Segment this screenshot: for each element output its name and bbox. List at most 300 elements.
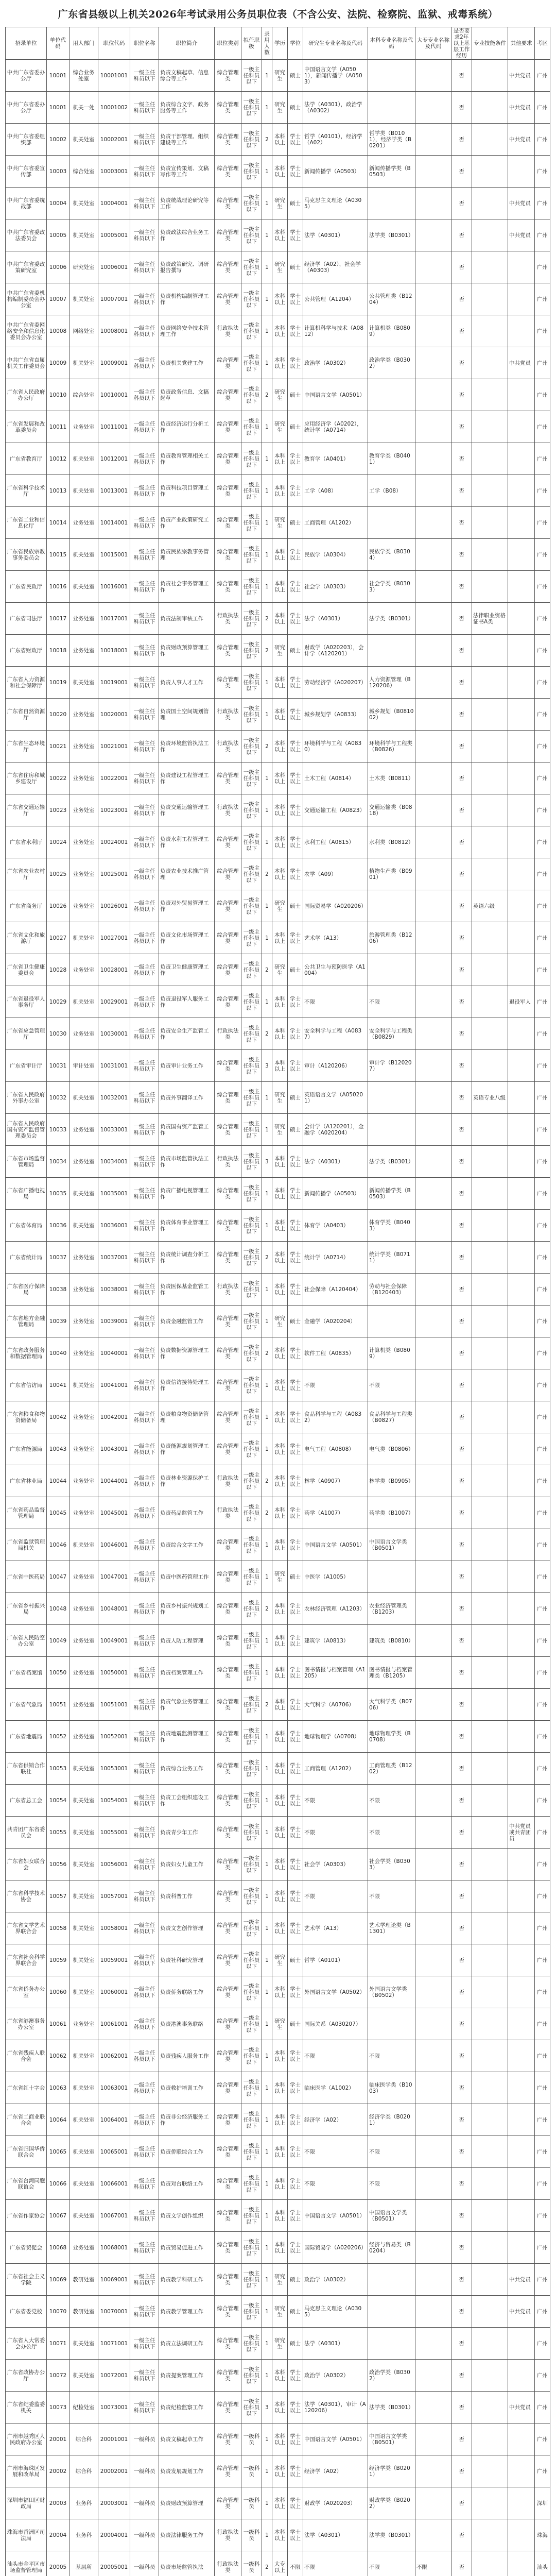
table-cell — [508, 1880, 535, 1912]
table-cell: 广东省妇女联合会 — [6, 1849, 47, 1880]
table-cell: 中共党员 — [508, 60, 535, 92]
table-cell: 一级主任科员以下 — [241, 2296, 262, 2328]
table-cell: 计算机类（B0809） — [368, 1337, 415, 1369]
table-cell: 负责财政预算管理工作 — [159, 635, 215, 667]
table-cell: 机关处室 — [70, 2328, 98, 2360]
table-row — [6, 1337, 550, 1369]
table-cell: 负责科技项目管理工作 — [159, 475, 215, 507]
table-cell: 负责干部管理、组织建设等工作 — [159, 124, 215, 156]
table-cell: 综合管理类 — [215, 667, 241, 699]
table-cell: 一级主任科员以下 — [241, 1817, 262, 1849]
table-row — [6, 794, 550, 826]
table-cell: 负责市场监管执法工作 — [159, 1146, 215, 1178]
table-cell: 10034 — [47, 1146, 70, 1178]
table-cell: 10038 — [47, 1274, 70, 1306]
table-cell — [472, 1529, 508, 1561]
table-cell: 马克思主义理论（A0305） — [303, 2296, 368, 2328]
table-row — [6, 1497, 550, 1529]
table-cell: 10002 — [47, 124, 70, 156]
table-cell: 广东省林业局 — [6, 1465, 47, 1497]
table-cell — [472, 92, 508, 124]
table-cell: 10014001 — [98, 507, 130, 539]
table-row — [6, 667, 550, 699]
table-cell: 本科以上 — [272, 219, 288, 251]
table-cell — [508, 826, 535, 858]
table-cell — [508, 2232, 535, 2264]
table-cell: 本科以上 — [272, 156, 288, 188]
table-cell: 一级主任科员以下 — [130, 2040, 159, 2072]
table-cell: 广东省应急管理厅 — [6, 1018, 47, 1050]
table-cell: 10068001 — [98, 2232, 130, 2264]
table-cell: 机关处室 — [70, 1369, 98, 1401]
table-cell: 广州 — [535, 507, 550, 539]
table-cell: 10042 — [47, 1401, 70, 1433]
table-cell — [415, 1657, 451, 1689]
table-cell — [415, 2424, 451, 2455]
table-cell: 硕士 — [288, 1114, 303, 1146]
table-cell: 中共党员 — [508, 2264, 535, 2296]
table-cell: 广东省人民防空办公室 — [6, 1625, 47, 1657]
table-cell: 10035001 — [98, 1178, 130, 1210]
table-cell: 10013 — [47, 475, 70, 507]
table-cell: 否 — [451, 379, 472, 411]
table-cell: 负责人事人才工作 — [159, 667, 215, 699]
table-cell: 10044001 — [98, 1465, 130, 1497]
table-row — [6, 443, 550, 475]
table-cell: 研究生 — [272, 379, 288, 411]
table-cell: 本科以上 — [272, 1689, 288, 1721]
table-cell — [508, 2136, 535, 2168]
table-cell: 法学（A0301），政治学（A0302） — [303, 92, 368, 124]
table-cell: 学士以上 — [288, 1689, 303, 1721]
table-cell: 负责发展规划工作 — [159, 2455, 215, 2487]
table-cell: 一级主任科员以下 — [241, 1497, 262, 1529]
table-cell: 综合管理类 — [215, 251, 241, 283]
table-cell — [472, 858, 508, 890]
table-cell: 一级科员 — [241, 2519, 262, 2551]
table-cell: 10019 — [47, 667, 70, 699]
table-cell: 一级主任科员以下 — [130, 2168, 159, 2200]
table-cell: 1 — [262, 2168, 272, 2200]
table-cell: 10001001 — [98, 60, 130, 92]
table-row — [6, 1849, 550, 1880]
table-cell: 否 — [451, 1369, 472, 1401]
table-row — [6, 1657, 550, 1689]
table-cell — [368, 1114, 415, 1146]
column-header: 本科专业名称及代码 — [368, 27, 415, 60]
table-cell — [472, 2232, 508, 2264]
table-cell — [472, 1817, 508, 1849]
table-row — [6, 2104, 550, 2136]
table-cell: 1 — [262, 475, 272, 507]
table-cell: 10032 — [47, 1082, 70, 1114]
table-cell: 10056001 — [98, 1849, 130, 1880]
table-cell: 负责法律服务工作 — [159, 2519, 215, 2551]
table-cell — [472, 1593, 508, 1625]
column-header: 录用人数 — [262, 27, 272, 60]
table-cell: 公共管理类（B1204） — [368, 283, 415, 315]
table-cell: 10022001 — [98, 762, 130, 794]
table-cell: 一级主任科员以下 — [130, 1401, 159, 1433]
table-cell: 1 — [262, 699, 272, 731]
table-cell: 否 — [451, 571, 472, 603]
table-cell: 负责财政预算管理 — [159, 2487, 215, 2519]
table-row — [6, 507, 550, 539]
table-cell: 10055001 — [98, 1817, 130, 1849]
table-cell: 机关处室 — [70, 1210, 98, 1242]
table-cell — [508, 2008, 535, 2040]
table-cell: 本科以上 — [272, 1337, 288, 1369]
table-cell: 行政执法类 — [215, 2551, 241, 2576]
table-cell: 机关处室 — [70, 347, 98, 379]
table-cell: 机关处室 — [70, 1753, 98, 1785]
table-cell: 一级主任科员以下 — [130, 1817, 159, 1849]
table-cell: 业务科 — [70, 2519, 98, 2551]
table-cell: 综合业务处室 — [70, 60, 98, 92]
table-cell: 10044 — [47, 1465, 70, 1497]
table-cell — [415, 1785, 451, 1817]
table-cell: 建筑类（B0810） — [368, 1625, 415, 1657]
column-header: 单位代码 — [47, 27, 70, 60]
table-cell: 否 — [451, 1082, 472, 1114]
table-cell: 不限 — [368, 2551, 415, 2576]
table-cell: 一级主任科员以下 — [130, 1178, 159, 1210]
table-cell: 硕士 — [288, 2264, 303, 2296]
table-cell: 综合管理类 — [215, 826, 241, 858]
table-cell — [472, 507, 508, 539]
table-cell: 学士以上 — [288, 1753, 303, 1785]
table-cell: 10059001 — [98, 1944, 130, 1976]
table-cell — [415, 1817, 451, 1849]
table-row — [6, 219, 550, 251]
table-cell: 哲学（A0101），经济学（A02） — [303, 124, 368, 156]
table-cell — [415, 1944, 451, 1976]
table-cell: 一级主任科员以下 — [130, 794, 159, 826]
table-cell: 英语专业八级 — [472, 1082, 508, 1114]
table-cell: 10014 — [47, 507, 70, 539]
table-cell — [415, 219, 451, 251]
table-cell: 一级主任科员以下 — [130, 1433, 159, 1465]
table-cell: 负责信访接待处理工作 — [159, 1369, 215, 1401]
table-row — [6, 2551, 550, 2576]
table-cell: 地球物理学（A0708） — [303, 1721, 368, 1753]
table-cell: 一级主任科员以下 — [241, 2040, 262, 2072]
table-cell: 一级主任科员以下 — [241, 251, 262, 283]
table-cell: 艺术学理论类（B1301） — [368, 1912, 415, 1944]
table-cell — [472, 1178, 508, 1210]
table-cell: 学士以上 — [288, 2200, 303, 2232]
table-cell — [368, 411, 415, 443]
table-cell: 本科以上 — [272, 2168, 288, 2200]
table-cell: 本科以上 — [272, 667, 288, 699]
table-cell: 综合管理类 — [215, 1721, 241, 1753]
table-cell: 10016 — [47, 571, 70, 603]
table-cell: 广州 — [535, 443, 550, 475]
table-cell: 否 — [451, 2487, 472, 2519]
table-cell: 负责贸易促进工作 — [159, 2232, 215, 2264]
table-cell: 1 — [262, 2104, 272, 2136]
table-cell: 综合管理类 — [215, 1401, 241, 1433]
table-cell — [415, 1337, 451, 1369]
table-cell: 学士以上 — [288, 826, 303, 858]
table-cell: 法学（A0301） — [303, 1146, 368, 1178]
table-row — [6, 2328, 550, 2360]
table-cell: 负责纪检监察工作 — [159, 2392, 215, 2424]
table-cell: 计算机类（B0809） — [368, 315, 415, 347]
table-cell: 否 — [451, 1689, 472, 1721]
table-cell: 广州 — [535, 1912, 550, 1944]
table-row — [6, 251, 550, 283]
table-cell: 1 — [262, 411, 272, 443]
table-cell: 业务处室 — [70, 603, 98, 635]
table-cell: 10065 — [47, 2136, 70, 2168]
table-cell: 业务处室 — [70, 1146, 98, 1178]
table-cell: 综合管理类 — [215, 1561, 241, 1593]
table-cell: 综合管理类 — [215, 539, 241, 571]
table-cell: 综合管理类 — [215, 954, 241, 986]
table-cell: 否 — [451, 1721, 472, 1753]
table-cell: 一级主任科员以下 — [130, 890, 159, 922]
table-cell: 20004 — [47, 2519, 70, 2551]
table-cell: 业务处室 — [70, 411, 98, 443]
table-cell: 业务处室 — [70, 954, 98, 986]
table-cell: 教育学类（B0401） — [368, 443, 415, 475]
table-cell: 广东省审计厅 — [6, 1050, 47, 1082]
table-cell: 广州 — [535, 251, 550, 283]
table-cell: 10023 — [47, 794, 70, 826]
table-cell: 机关处室 — [70, 1849, 98, 1880]
table-cell — [508, 635, 535, 667]
table-cell: 综合管理类 — [215, 2328, 241, 2360]
table-row — [6, 1880, 550, 1912]
table-cell: 综合管理类 — [215, 2296, 241, 2328]
table-cell: 一级主任科员以下 — [130, 2136, 159, 2168]
table-row — [6, 475, 550, 507]
table-cell: 10029 — [47, 986, 70, 1018]
table-cell: 研究生 — [272, 2008, 288, 2040]
table-cell — [508, 1657, 535, 1689]
table-cell: 一级主任科员以下 — [130, 1210, 159, 1242]
table-cell: 广东省能源局 — [6, 1433, 47, 1465]
table-cell — [415, 667, 451, 699]
table-cell: 2 — [262, 635, 272, 667]
table-cell: 广东省卫生健康委员会 — [6, 954, 47, 986]
table-cell — [508, 667, 535, 699]
table-cell: 10046001 — [98, 1529, 130, 1561]
table-row — [6, 1114, 550, 1146]
table-cell: 1 — [262, 826, 272, 858]
table-cell: 1 — [262, 2487, 272, 2519]
table-cell: 法学类（B0301） — [368, 603, 415, 635]
table-cell: 10058 — [47, 1912, 70, 1944]
table-cell: 3 — [262, 1050, 272, 1082]
table-cell: 负责粮食物资储备管理 — [159, 1401, 215, 1433]
table-cell: 林学类（B0905） — [368, 1465, 415, 1497]
table-cell — [472, 1210, 508, 1242]
table-cell: 10060001 — [98, 1976, 130, 2008]
table-cell: 本科以上 — [272, 1178, 288, 1210]
table-cell: 一级主任科员以下 — [241, 1721, 262, 1753]
table-cell: 一级主任科员以下 — [241, 571, 262, 603]
table-cell: 政治学类（B0302） — [368, 2360, 415, 2392]
table-cell: 综合管理类 — [215, 2200, 241, 2232]
table-cell: 广州 — [535, 1050, 550, 1082]
table-cell: 农学（A09） — [303, 858, 368, 890]
table-cell: 10048001 — [98, 1593, 130, 1625]
table-cell: 综合管理类 — [215, 2072, 241, 2104]
table-cell: 10070 — [47, 2296, 70, 2328]
table-cell: 民族学（A0304） — [303, 539, 368, 571]
table-cell: 统计学类（B0711） — [368, 1242, 415, 1274]
column-header: 招录单位 — [6, 27, 47, 60]
table-row — [6, 1018, 550, 1050]
table-cell — [508, 731, 535, 762]
table-cell: 一级主任科员以下 — [241, 954, 262, 986]
table-cell: 综合管理类 — [215, 1369, 241, 1401]
table-cell: 广州 — [535, 1178, 550, 1210]
table-cell: 负责交通运输管理工作 — [159, 794, 215, 826]
table-cell: 广州 — [535, 2008, 550, 2040]
table-cell: 一级主任科员以下 — [241, 1625, 262, 1657]
table-cell: 法学类（B0301） — [368, 219, 415, 251]
table-cell: 10054001 — [98, 1785, 130, 1817]
table-cell — [508, 1593, 535, 1625]
table-cell: 20005 — [47, 2551, 70, 2576]
table-cell: 10040 — [47, 1337, 70, 1369]
table-cell: 负责气象业务管理工作 — [159, 1689, 215, 1721]
table-cell: 2 — [262, 954, 272, 986]
table-cell: 综合管理类 — [215, 1912, 241, 1944]
table-cell: 负责乡村振兴规划工作 — [159, 1593, 215, 1625]
table-cell — [508, 2072, 535, 2104]
table-cell: 政治学（A0302） — [303, 2360, 368, 2392]
table-cell — [368, 2296, 415, 2328]
table-cell — [508, 1146, 535, 1178]
table-cell: 学士以上 — [288, 571, 303, 603]
table-cell: 一级主任科员以下 — [241, 1274, 262, 1306]
table-cell — [508, 1242, 535, 1274]
table-cell: 1 — [262, 539, 272, 571]
table-cell: 否 — [451, 1210, 472, 1242]
table-cell — [508, 283, 535, 315]
table-cell: 学士以上 — [288, 475, 303, 507]
table-cell: 广州 — [535, 1369, 550, 1401]
table-cell: 本科以上 — [272, 1274, 288, 1306]
table-cell: 业务处室 — [70, 2008, 98, 2040]
table-cell: 业务处室 — [70, 858, 98, 890]
table-row — [6, 283, 550, 315]
table-cell: 否 — [451, 1849, 472, 1880]
table-cell: 业务处室 — [70, 1306, 98, 1337]
table-cell: 本科以上 — [272, 1146, 288, 1178]
table-cell: 一级主任科员以下 — [130, 1849, 159, 1880]
table-cell: 行政执法类 — [215, 603, 241, 635]
table-cell — [415, 1529, 451, 1561]
table-cell: 本科以上 — [272, 1976, 288, 2008]
table-row — [6, 188, 550, 219]
table-cell: 一级主任科员以下 — [241, 2072, 262, 2104]
table-cell: 负责统计调查分析工作 — [159, 1242, 215, 1274]
table-cell: 食品科学与工程（A0832） — [303, 1401, 368, 1433]
table-cell: 一级主任科员以下 — [130, 1497, 159, 1529]
table-cell: 体育学类（B0403） — [368, 1210, 415, 1242]
table-cell: 负责统战理论研究等工作 — [159, 188, 215, 219]
table-cell: 本科以上 — [272, 1210, 288, 1242]
table-cell: 马克思主义理论（A0305） — [303, 188, 368, 219]
table-cell: 广州 — [535, 379, 550, 411]
table-cell: 1 — [262, 1306, 272, 1337]
table-cell: 不限 — [368, 2168, 415, 2200]
table-cell: 硕士 — [288, 1561, 303, 1593]
table-cell: 1 — [262, 1082, 272, 1114]
table-cell — [368, 1082, 415, 1114]
table-cell: 负责科普工作 — [159, 1880, 215, 1912]
table-row — [6, 2392, 550, 2424]
table-cell: 否 — [451, 2136, 472, 2168]
table-cell: 广东省社会主义学院 — [6, 2264, 47, 2296]
table-cell: 本科以上 — [272, 1785, 288, 1817]
table-cell: 学士以上 — [288, 539, 303, 571]
table-cell — [415, 1242, 451, 1274]
table-cell — [472, 2008, 508, 2040]
table-cell: 审计处室 — [70, 1050, 98, 1082]
table-cell: 10071001 — [98, 2328, 130, 2360]
table-cell: 业务科 — [70, 2487, 98, 2519]
table-cell: 10064 — [47, 2104, 70, 2136]
table-cell — [415, 1465, 451, 1497]
table-cell: 新闻传播学类（B0503） — [368, 156, 415, 188]
table-cell: 10016001 — [98, 571, 130, 603]
table-cell: 否 — [451, 1593, 472, 1625]
table-row — [6, 1817, 550, 1849]
table-cell: 工学（B08） — [368, 475, 415, 507]
table-cell: 1 — [262, 188, 272, 219]
table-cell — [415, 2487, 451, 2519]
table-cell: 本科以上 — [272, 699, 288, 731]
table-cell: 10062 — [47, 2040, 70, 2072]
table-cell: 本科以上 — [272, 1242, 288, 1274]
table-cell: 10069 — [47, 2264, 70, 2296]
table-cell: 综合管理类 — [215, 986, 241, 1018]
table-cell — [415, 156, 451, 188]
table-cell — [472, 1146, 508, 1178]
table-cell: 负责文艺创作管理 — [159, 1912, 215, 1944]
table-row — [6, 890, 550, 922]
table-cell: 机关处室 — [70, 1529, 98, 1561]
table-cell: 广州 — [535, 1497, 550, 1529]
table-cell — [472, 1721, 508, 1753]
table-cell: 2 — [262, 731, 272, 762]
table-cell: 1 — [262, 1880, 272, 1912]
table-cell: 审计（A120206） — [303, 1050, 368, 1082]
table-cell: 10005 — [47, 219, 70, 251]
table-cell: 10049001 — [98, 1625, 130, 1657]
table-cell: 硕士 — [288, 92, 303, 124]
table-cell: 广东省人民政府办公厅 — [6, 379, 47, 411]
table-row — [6, 411, 550, 443]
table-cell: 否 — [451, 1306, 472, 1337]
table-cell — [508, 2104, 535, 2136]
table-cell: 中共广东省委宣传部 — [6, 156, 47, 188]
table-cell — [472, 954, 508, 986]
table-cell: 软件工程（A0835） — [303, 1337, 368, 1369]
table-cell: 一级主任科员以下 — [130, 2072, 159, 2104]
table-row — [6, 1529, 550, 1561]
table-cell: 10036 — [47, 1210, 70, 1242]
table-cell: 学士以上 — [288, 2392, 303, 2424]
table-cell: 机关处室 — [70, 1880, 98, 1912]
table-cell — [508, 1497, 535, 1529]
